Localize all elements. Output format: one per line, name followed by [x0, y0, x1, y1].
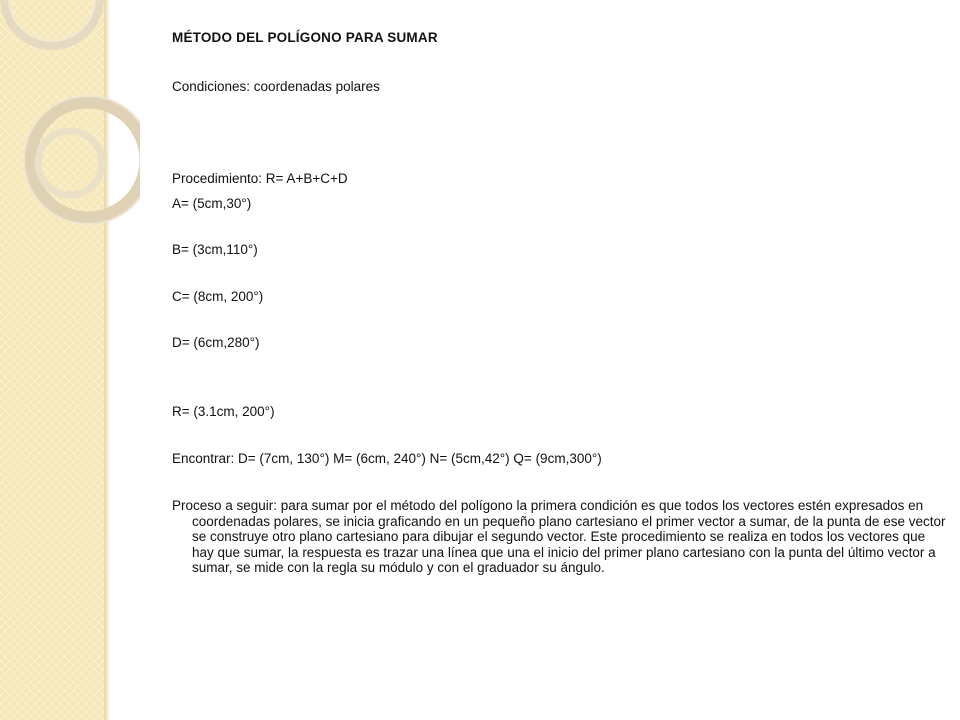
vector-d: D= (6cm,280°) — [172, 335, 260, 350]
large-ring-icon — [30, 102, 140, 218]
top-ring-icon — [4, 0, 100, 46]
conditions-text: Condiciones: coordenadas polares — [172, 79, 380, 94]
procedure-text: Procedimiento: R= A+B+C+D — [172, 171, 348, 186]
vector-a: A= (5cm,30°) — [172, 196, 252, 211]
vector-c: C= (8cm, 200°) — [172, 289, 264, 304]
small-ring-icon — [38, 131, 102, 195]
result-vector: R= (3.1cm, 200°) — [172, 404, 275, 419]
find-text: Encontrar: D= (7cm, 130°) M= (6cm, 240°) N= (5cm,42°) Q= (9cm,300°) — [172, 451, 602, 466]
slide-title: MÉTODO DEL POLÍGONO PARA SUMAR — [172, 30, 438, 45]
process-paragraph: Proceso a seguir: para sumar por el método del polígono la primera condición es que todos los vectores estén expresados en coordenadas polares, se inicia graficando en un pequeño plano cartesiano el primer vector a sumar, de la punta de ese vector se construye otro plano cartesiano para dibujar el segundo vector. Este procedimiento se realiza en todos los vectores que hay que sumar, la respuesta es trazar una línea que una el inicio del primer plano cartesiano con la punta del último vector a sumar, se mide con la regla su módulo y con el graduador su ángulo. — [172, 498, 946, 575]
decorative-rings — [0, 0, 140, 720]
vector-b: B= (3cm,110°) — [172, 242, 258, 257]
